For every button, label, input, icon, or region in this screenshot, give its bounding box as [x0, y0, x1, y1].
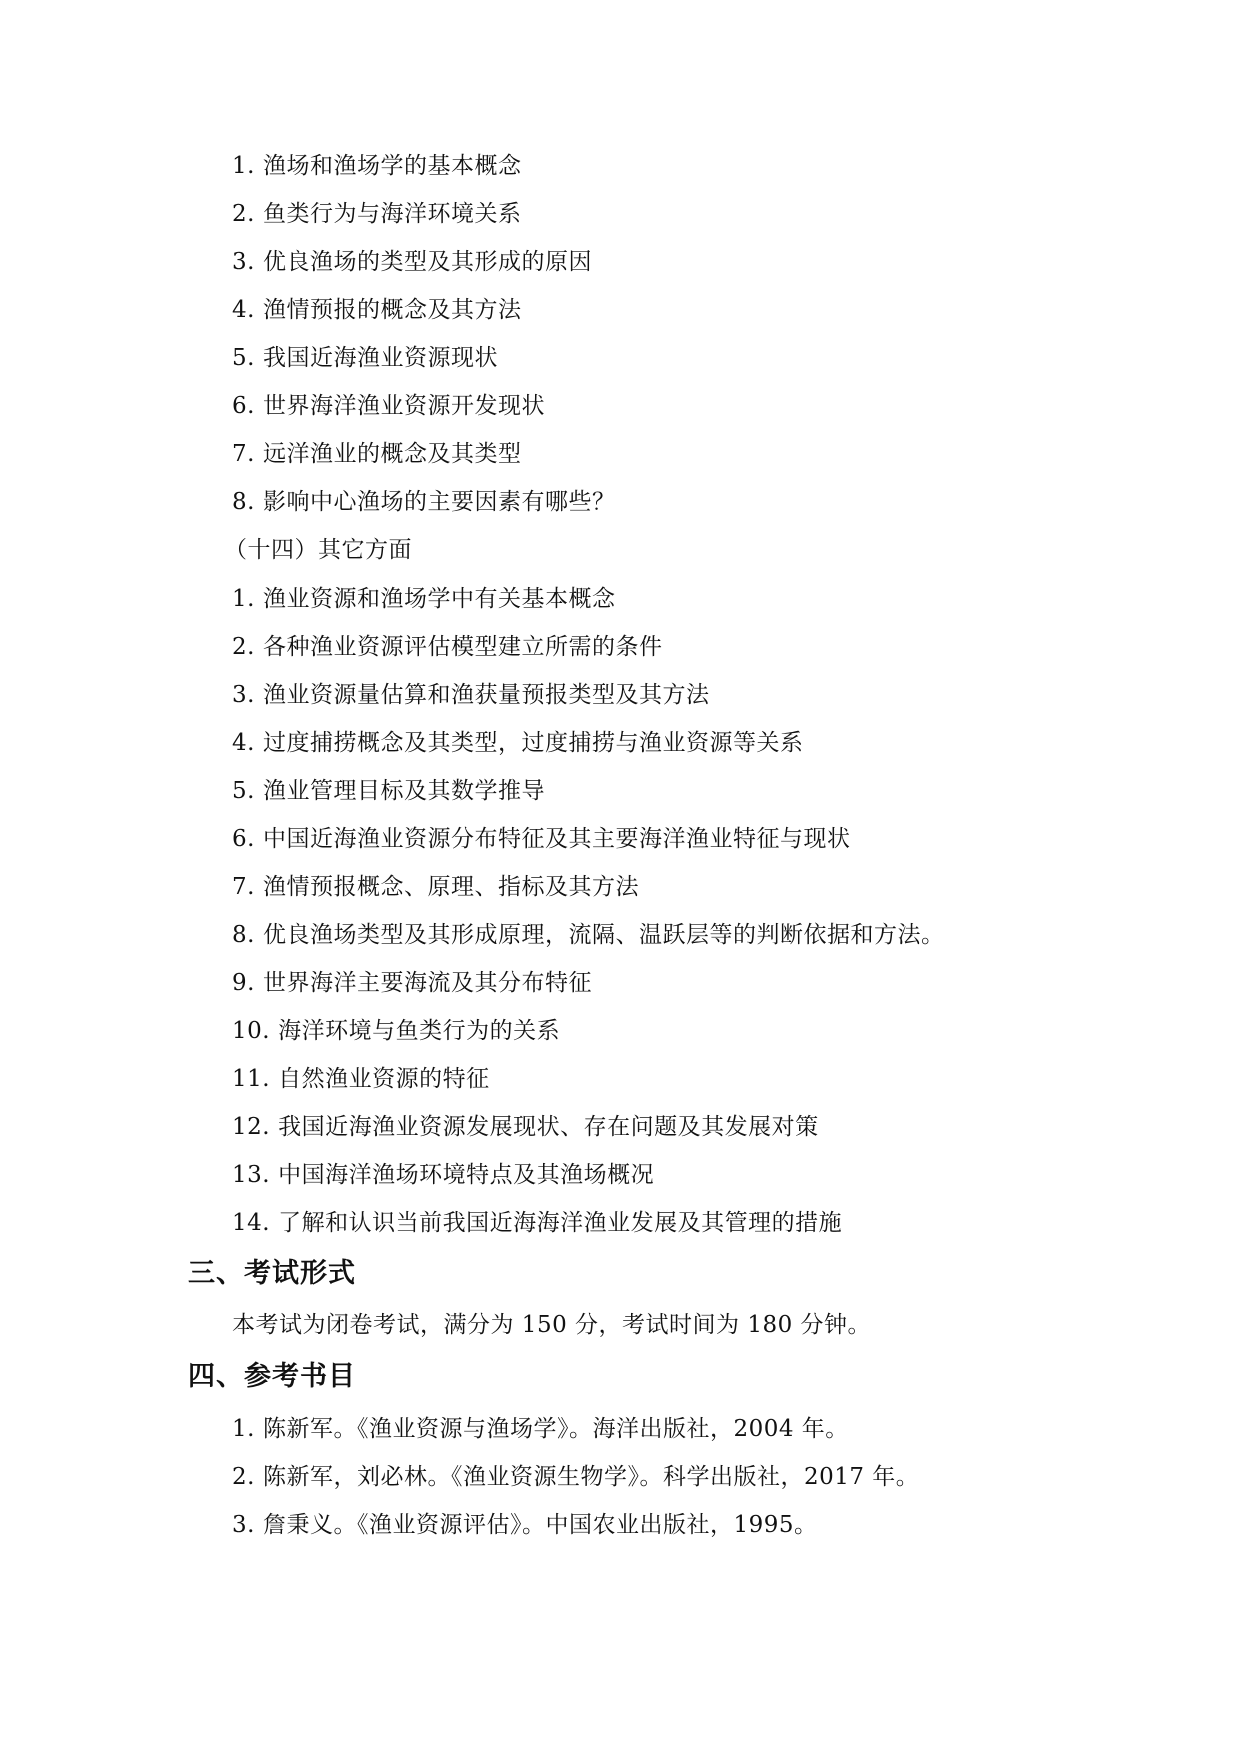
item-number: 10.: [232, 1018, 271, 1044]
item-number: 2.: [232, 634, 255, 660]
list-item: [232, 294, 521, 326]
item-number: 2.: [232, 201, 255, 227]
list-item: [232, 390, 545, 422]
item-text: 中国近海渔业资源分布特征及其主要海洋渔业特征与现状: [262, 826, 851, 852]
item-number: 5.: [232, 345, 255, 371]
item-text: 自然渔业资源的特征: [278, 1066, 490, 1092]
item-text: 各种渔业资源评估模型建立所需的条件: [262, 634, 663, 660]
reference-item: [232, 1461, 919, 1493]
item-text: 中国海洋渔场环境特点及其渔场概况: [278, 1162, 655, 1188]
list-item: [232, 438, 521, 470]
list-item: [232, 150, 521, 182]
item-number: 4.: [232, 297, 255, 323]
item-text: 渔业资源和渔场学中有关基本概念: [262, 586, 616, 612]
list-item: [232, 1015, 560, 1047]
item-number: 8.: [232, 922, 255, 948]
item-number: 12.: [232, 1114, 271, 1140]
list-item: [232, 631, 662, 663]
item-text: 渔情预报概念、原理、指标及其方法: [262, 874, 639, 900]
item-number: 7.: [232, 874, 255, 900]
item-text: 渔业管理目标及其数学推导: [262, 778, 545, 804]
item-text: 渔情预报的概念及其方法: [262, 297, 522, 323]
item-number: 3.: [232, 682, 255, 708]
list-item: [232, 727, 803, 759]
item-number: 8.: [232, 489, 255, 515]
item-number: 13.: [232, 1162, 271, 1188]
list-item: [232, 1159, 654, 1191]
item-text: 影响中心渔场的主要因素有哪些？: [262, 489, 616, 515]
item-text: 詹秉义。《渔业资源评估》。中国农业出版社，1995。: [262, 1512, 818, 1538]
item-number: 1.: [232, 153, 255, 179]
item-number: 11.: [232, 1066, 271, 1092]
item-text: 了解和认识当前我国近海海洋渔业发展及其管理的措施: [278, 1210, 843, 1236]
item-text: 过度捕捞概念及其类型，过度捕捞与渔业资源等关系: [262, 730, 804, 756]
item-number: 2.: [232, 1464, 255, 1490]
item-text: 陈新军。《渔业资源与渔场学》。海洋出版社，2004 年。: [262, 1416, 849, 1442]
list-item: [232, 823, 850, 855]
item-text: 我国近海渔业资源现状: [262, 345, 498, 371]
list-item: [232, 775, 545, 807]
list-item: [232, 1063, 490, 1095]
list-item: [232, 967, 592, 999]
item-text: 海洋环境与鱼类行为的关系: [278, 1018, 561, 1044]
item-text: 渔业资源量估算和渔获量预报类型及其方法: [262, 682, 710, 708]
list-item: [232, 1111, 819, 1143]
item-number: 14.: [232, 1210, 271, 1236]
list-item: [232, 486, 615, 518]
reference-item: [232, 1509, 818, 1541]
item-number: 3.: [232, 249, 255, 275]
item-text: 鱼类行为与海洋环境关系: [262, 201, 522, 227]
list-item: [232, 919, 944, 951]
item-number: 1.: [232, 586, 255, 612]
item-text: 世界海洋主要海流及其分布特征: [262, 970, 592, 996]
item-text: 我国近海渔业资源发展现状、存在问题及其发展对策: [278, 1114, 819, 1140]
item-text: 远洋渔业的概念及其类型: [262, 441, 522, 467]
reference-item: [232, 1413, 849, 1445]
list-item: [232, 1207, 842, 1239]
list-item: [232, 246, 592, 278]
item-number: 7.: [232, 441, 255, 467]
item-number: 1.: [232, 1416, 255, 1442]
item-text: 优良渔场的类型及其形成的原因: [262, 249, 592, 275]
item-number: 3.: [232, 1512, 255, 1538]
list-item: [232, 342, 498, 374]
exam-format-paragraph: 本考试为闭卷考试，满分为 150 分，考试时间为 180 分钟。: [232, 1312, 872, 1338]
list-item: [232, 583, 615, 615]
list-item: [232, 679, 709, 711]
list-item: [232, 871, 639, 903]
section-heading-references: 四、参考书目: [188, 1361, 356, 1392]
item-text: 优良渔场类型及其形成原理，流隔、温跃层等的判断依据和方法。: [262, 922, 945, 948]
section-heading-exam-format: 三、考试形式: [188, 1258, 356, 1289]
item-number: 9.: [232, 970, 255, 996]
item-number: 4.: [232, 730, 255, 756]
item-number: 6.: [232, 826, 255, 852]
item-text: 渔场和渔场学的基本概念: [262, 153, 522, 179]
subsection-heading: （十四）其它方面: [224, 537, 412, 563]
item-text: 世界海洋渔业资源开发现状: [262, 393, 545, 419]
item-text: 陈新军，刘必林。《渔业资源生物学》。科学出版社，2017 年。: [262, 1464, 920, 1490]
item-number: 5.: [232, 778, 255, 804]
item-number: 6.: [232, 393, 255, 419]
list-item: [232, 198, 521, 230]
